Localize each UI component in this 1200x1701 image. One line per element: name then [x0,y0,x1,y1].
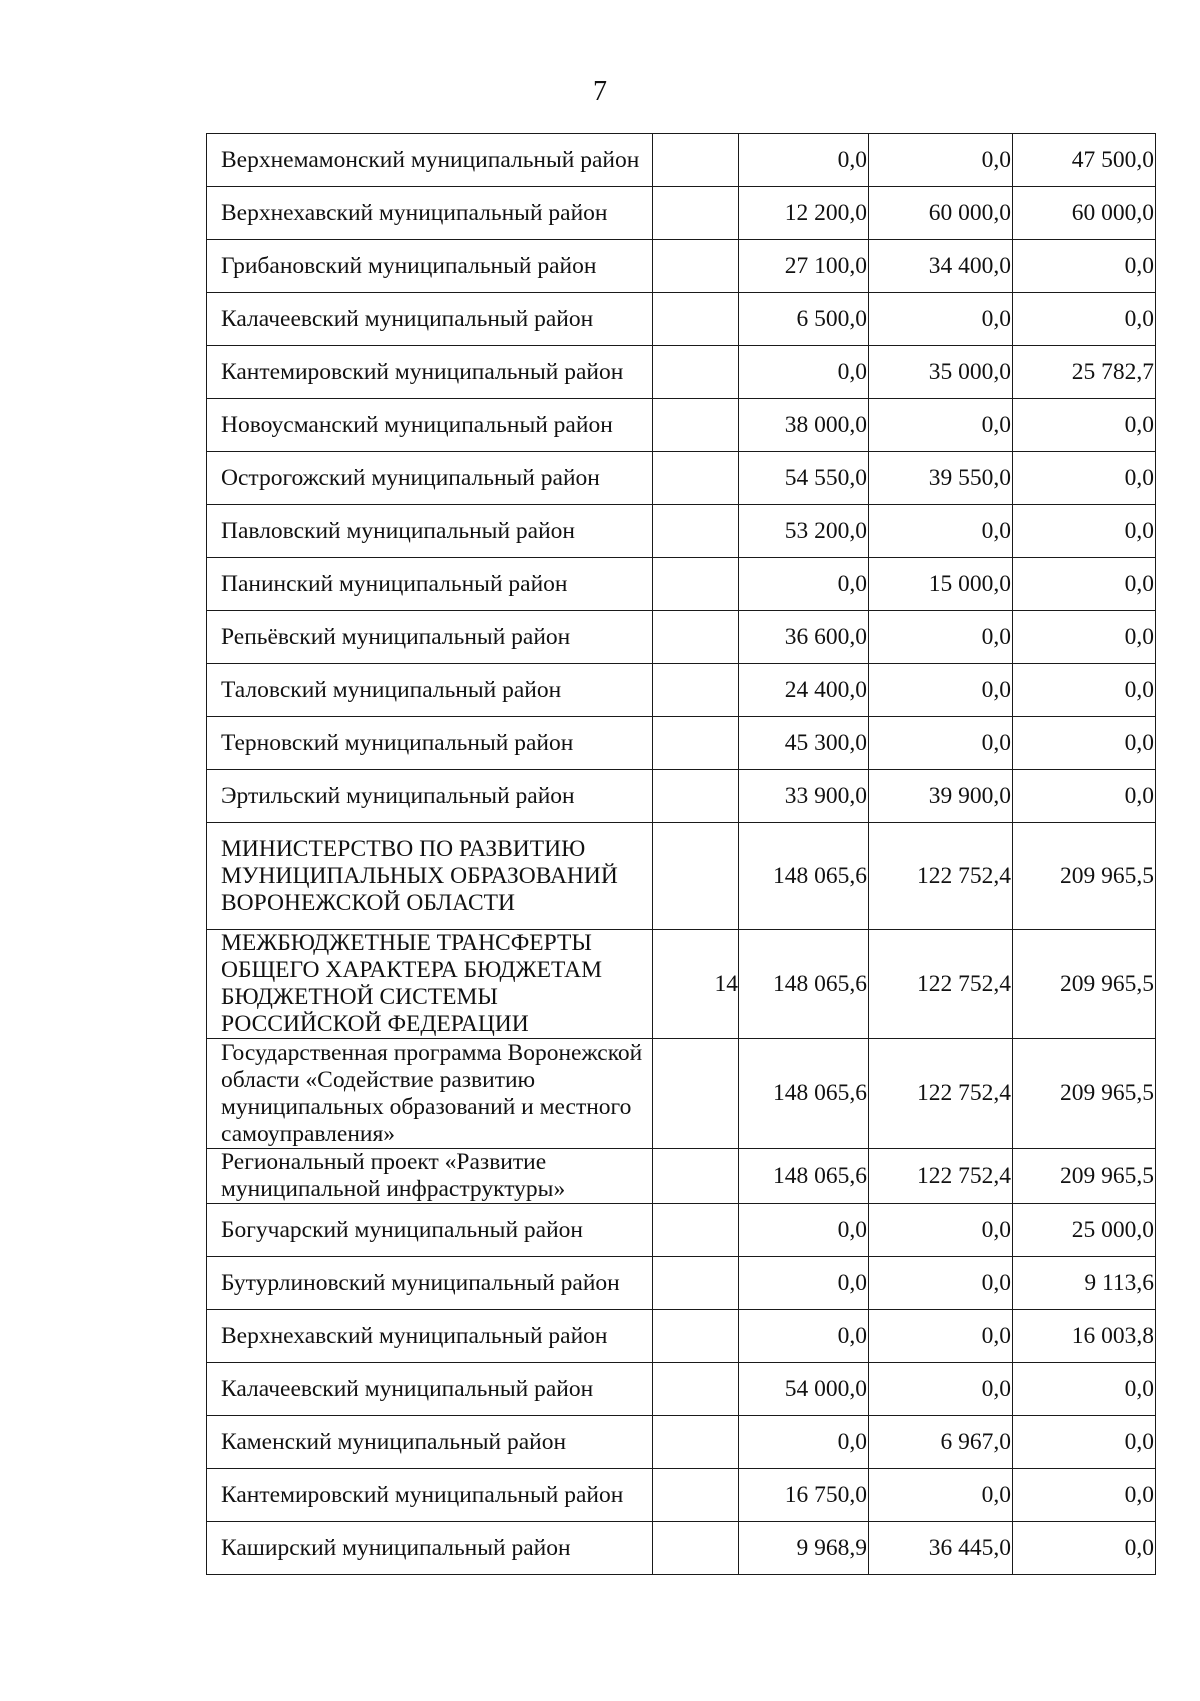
row-name-cell: Каменский муниципальный район [207,1416,653,1469]
row-name-cell: Эртильский муниципальный район [207,770,653,823]
row-name-cell: Региональный проект «Развитие муниципальной инфраструктуры» [207,1149,653,1204]
row-value-2-cell: 6 967,0 [869,1416,1013,1469]
row-code-cell [653,399,739,452]
row-value-3-cell: 0,0 [1013,505,1156,558]
row-value-3-cell: 0,0 [1013,558,1156,611]
row-value-2-cell: 122 752,4 [869,823,1013,930]
row-value-3-cell: 25 000,0 [1013,1204,1156,1257]
row-name-cell: Государственная программа Воронежской области «Содействие развитию муниципальных образований и местного самоуправления» [207,1039,653,1149]
table-row [207,452,1156,505]
row-value-1-cell: 0,0 [739,558,869,611]
row-value-3-cell: 209 965,5 [1013,1149,1156,1204]
table-row [207,1310,1156,1363]
row-value-1-cell: 0,0 [739,1204,869,1257]
table-row [207,611,1156,664]
row-code-cell [653,1363,739,1416]
row-code-cell [653,1416,739,1469]
row-code-cell [653,1257,739,1310]
table-row [207,558,1156,611]
table-row [207,134,1156,187]
row-name-cell: Новоусманский муниципальный район [207,399,653,452]
row-value-1-cell: 54 000,0 [739,1363,869,1416]
row-code-cell [653,611,739,664]
row-code-cell [653,1522,739,1575]
row-value-2-cell: 0,0 [869,1363,1013,1416]
row-value-2-cell: 15 000,0 [869,558,1013,611]
row-value-1-cell: 0,0 [739,134,869,187]
row-name-cell: Острогожский муниципальный район [207,452,653,505]
row-value-1-cell: 148 065,6 [739,823,869,930]
row-value-3-cell: 9 113,6 [1013,1257,1156,1310]
row-value-3-cell: 0,0 [1013,611,1156,664]
row-value-1-cell: 33 900,0 [739,770,869,823]
row-value-2-cell: 0,0 [869,1204,1013,1257]
row-value-1-cell: 16 750,0 [739,1469,869,1522]
row-name-cell: Бутурлиновский муниципальный район [207,1257,653,1310]
row-value-3-cell: 16 003,8 [1013,1310,1156,1363]
table-row [207,505,1156,558]
row-value-2-cell: 39 550,0 [869,452,1013,505]
row-value-3-cell: 0,0 [1013,664,1156,717]
table-row [207,399,1156,452]
table-row [207,770,1156,823]
row-name-cell: МЕЖБЮДЖЕТНЫЕ ТРАНСФЕРТЫ ОБЩЕГО ХАРАКТЕРА БЮДЖЕТАМ БЮДЖЕТНОЙ СИСТЕМЫ РОССИЙСКОЙ ФЕДЕРАЦИИ [207,930,653,1039]
row-value-3-cell: 25 782,7 [1013,346,1156,399]
row-code-cell [653,717,739,770]
row-value-3-cell: 209 965,5 [1013,930,1156,1039]
row-code-cell [653,770,739,823]
row-code-cell [653,1039,739,1149]
row-value-2-cell: 0,0 [869,293,1013,346]
row-value-2-cell: 60 000,0 [869,187,1013,240]
row-code-cell [653,664,739,717]
table-row [207,823,1156,930]
row-value-1-cell: 0,0 [739,346,869,399]
table-row [207,1416,1156,1469]
table-row [207,664,1156,717]
row-value-3-cell: 209 965,5 [1013,1039,1156,1149]
row-value-3-cell: 47 500,0 [1013,134,1156,187]
row-name-cell: Репьёвский муниципальный район [207,611,653,664]
table-row [207,1257,1156,1310]
row-code-cell [653,1469,739,1522]
row-value-1-cell: 148 065,6 [739,1149,869,1204]
row-name-cell: Верхнехавский муниципальный район [207,1310,653,1363]
table-row [207,930,1156,1039]
row-value-1-cell: 53 200,0 [739,505,869,558]
row-code-cell [653,1149,739,1204]
row-name-cell: Богучарский муниципальный район [207,1204,653,1257]
row-value-2-cell: 122 752,4 [869,1039,1013,1149]
row-name-cell: Таловский муниципальный район [207,664,653,717]
row-value-1-cell: 54 550,0 [739,452,869,505]
row-name-cell: Павловский муниципальный район [207,505,653,558]
page-number: 7 [593,76,607,107]
row-value-2-cell: 0,0 [869,664,1013,717]
row-code-cell: 14 [653,930,739,1039]
row-value-2-cell: 122 752,4 [869,1149,1013,1204]
row-code-cell [653,293,739,346]
row-code-cell [653,1204,739,1257]
row-name-cell: Верхнемамонский муниципальный район [207,134,653,187]
row-value-3-cell: 0,0 [1013,1416,1156,1469]
table-row [207,187,1156,240]
row-code-cell [653,823,739,930]
row-value-3-cell: 0,0 [1013,399,1156,452]
row-name-cell: Терновский муниципальный район [207,717,653,770]
row-name-cell: Калачеевский муниципальный район [207,1363,653,1416]
row-code-cell [653,558,739,611]
row-value-1-cell: 38 000,0 [739,399,869,452]
row-value-2-cell: 35 000,0 [869,346,1013,399]
row-value-2-cell: 0,0 [869,505,1013,558]
row-value-1-cell: 0,0 [739,1310,869,1363]
row-value-1-cell: 24 400,0 [739,664,869,717]
row-value-2-cell: 0,0 [869,1469,1013,1522]
row-code-cell [653,134,739,187]
row-value-1-cell: 12 200,0 [739,187,869,240]
table-row [207,1039,1156,1149]
row-value-3-cell: 0,0 [1013,1363,1156,1416]
row-value-1-cell: 0,0 [739,1416,869,1469]
row-value-3-cell: 209 965,5 [1013,823,1156,930]
row-name-cell: Грибановский муниципальный район [207,240,653,293]
row-value-3-cell: 0,0 [1013,1522,1156,1575]
row-value-1-cell: 36 600,0 [739,611,869,664]
row-name-cell: Кантемировский муниципальный район [207,1469,653,1522]
row-name-cell: МИНИСТЕРСТВО ПО РАЗВИТИЮ МУНИЦИПАЛЬНЫХ ОБРАЗОВАНИЙ ВОРОНЕЖСКОЙ ОБЛАСТИ [207,823,653,930]
row-name-cell: Кантемировский муниципальный район [207,346,653,399]
table-row [207,1149,1156,1204]
table-row [207,1522,1156,1575]
row-value-2-cell: 0,0 [869,134,1013,187]
row-value-2-cell: 39 900,0 [869,770,1013,823]
row-name-cell: Калачеевский муниципальный район [207,293,653,346]
row-value-1-cell: 148 065,6 [739,1039,869,1149]
row-value-2-cell: 0,0 [869,1310,1013,1363]
row-value-3-cell: 0,0 [1013,770,1156,823]
row-value-2-cell: 0,0 [869,717,1013,770]
table-row [207,1469,1156,1522]
row-value-1-cell: 148 065,6 [739,930,869,1039]
row-value-2-cell: 36 445,0 [869,1522,1013,1575]
row-value-3-cell: 0,0 [1013,293,1156,346]
row-value-2-cell: 0,0 [869,611,1013,664]
table-row [207,346,1156,399]
row-code-cell [653,1310,739,1363]
table-row [207,293,1156,346]
table-row [207,240,1156,293]
row-code-cell [653,187,739,240]
row-value-3-cell: 0,0 [1013,717,1156,770]
row-value-1-cell: 9 968,9 [739,1522,869,1575]
row-value-3-cell: 0,0 [1013,240,1156,293]
table-row [207,1363,1156,1416]
row-value-1-cell: 0,0 [739,1257,869,1310]
row-name-cell: Панинский муниципальный район [207,558,653,611]
row-value-2-cell: 34 400,0 [869,240,1013,293]
row-value-2-cell: 122 752,4 [869,930,1013,1039]
row-code-cell [653,452,739,505]
row-value-1-cell: 6 500,0 [739,293,869,346]
row-name-cell: Каширский муниципальный район [207,1522,653,1575]
table-row [207,1204,1156,1257]
row-name-cell: Верхнехавский муниципальный район [207,187,653,240]
row-value-2-cell: 0,0 [869,1257,1013,1310]
row-value-3-cell: 0,0 [1013,452,1156,505]
row-code-cell [653,346,739,399]
row-value-1-cell: 45 300,0 [739,717,869,770]
row-value-1-cell: 27 100,0 [739,240,869,293]
row-code-cell [653,505,739,558]
table-row [207,717,1156,770]
budget-table [206,133,1156,1575]
row-code-cell [653,240,739,293]
row-value-3-cell: 0,0 [1013,1469,1156,1522]
row-value-3-cell: 60 000,0 [1013,187,1156,240]
row-value-2-cell: 0,0 [869,399,1013,452]
